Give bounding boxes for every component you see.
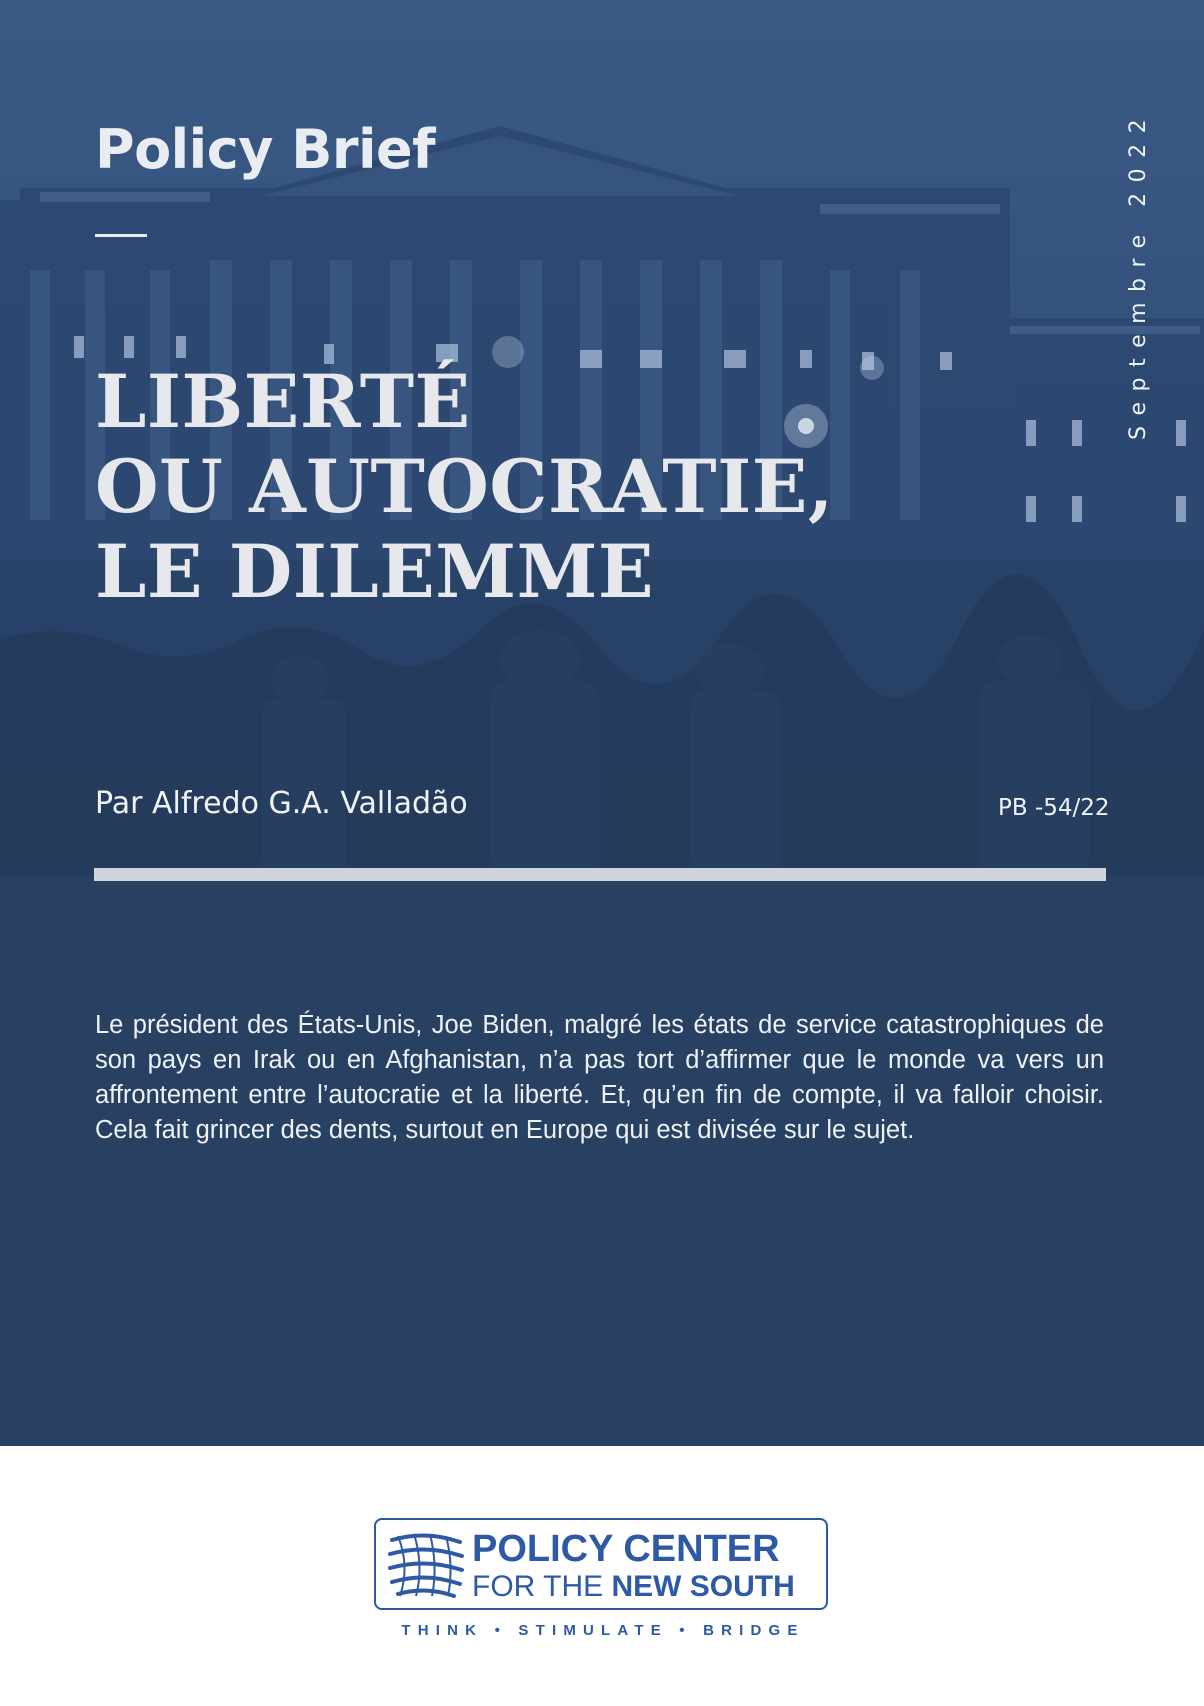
title-line-1: LIBERTÉ (95, 359, 471, 445)
title-line-3: LE DILEMME (95, 529, 655, 615)
author-byline: Par Alfredo G.A. Valladão (95, 786, 468, 821)
logo-line-2-prefix: FOR THE (472, 1570, 612, 1603)
logo-tagline: THINK • STIMULATE • BRIDGE (401, 1622, 805, 1639)
reference-number: PB -54/22 (998, 795, 1110, 821)
document-type-label: Policy Brief (95, 118, 436, 181)
globe-grid-icon (388, 1532, 464, 1598)
title-divider (95, 234, 147, 237)
publication-date: Septembre 2022 (1126, 108, 1151, 440)
document-title (95, 360, 834, 615)
logo-line-2-bold: NEW SOUTH (611, 1570, 795, 1603)
abstract-paragraph: Le président des États-Unis, Joe Biden, malgré les états de service catastrophiques de son pays en Irak ou en Afghanistan, n’a pas tort d’affirmer que le monde va vers un affrontement entre l’autocratie et la liberté. Et, qu’en fin de compte, il va falloir choisir. Cela fait grincer des dents, surtout en Europe qui est divisée sur le sujet. (95, 1011, 1104, 1144)
organization-logo (374, 1518, 828, 1610)
logo-line-2 (472, 1572, 795, 1602)
section-divider-bar (94, 868, 1106, 881)
logo-line-1: POLICY CENTER (472, 1528, 780, 1570)
title-line-2: OU AUTOCRATIE, (95, 444, 834, 530)
